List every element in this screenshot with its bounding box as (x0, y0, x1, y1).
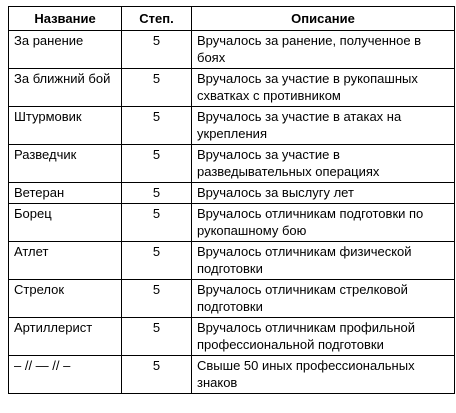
table-row (9, 356, 455, 394)
cell-name: Стрелок (9, 280, 122, 318)
awards-table (8, 6, 455, 394)
cell-description: Вручалось за участие в рукопашных схватках с противником (192, 69, 455, 107)
cell-degree: 5 (122, 356, 192, 394)
table-row (9, 318, 455, 356)
cell-name: Разведчик (9, 145, 122, 183)
table-row (9, 107, 455, 145)
cell-degree: 5 (122, 183, 192, 204)
cell-name: Атлет (9, 242, 122, 280)
cell-name: Артиллерист (9, 318, 122, 356)
table-row (9, 145, 455, 183)
cell-description: Свыше 50 иных профессиональных знаков (192, 356, 455, 394)
cell-name: За ближний бой (9, 69, 122, 107)
table-row (9, 183, 455, 204)
table-row (9, 242, 455, 280)
table-row (9, 69, 455, 107)
cell-degree: 5 (122, 204, 192, 242)
cell-description: Вручалось за выслугу лет (192, 183, 455, 204)
cell-description: Вручалось отличникам профильной профессиональной подготовки (192, 318, 455, 356)
cell-name: За ранение (9, 31, 122, 69)
cell-name: – // — // – (9, 356, 122, 394)
cell-degree: 5 (122, 318, 192, 356)
table-row (9, 280, 455, 318)
header-degree: Степ. (122, 7, 192, 31)
cell-degree: 5 (122, 31, 192, 69)
header-name: Название (9, 7, 122, 31)
cell-name: Ветеран (9, 183, 122, 204)
cell-description: Вручалось отличникам физической подготовки (192, 242, 455, 280)
cell-degree: 5 (122, 107, 192, 145)
cell-description: Вручалось за участие в атаках на укрепления (192, 107, 455, 145)
cell-description: Вручалось за ранение, полученное в боях (192, 31, 455, 69)
header-row (9, 7, 455, 31)
cell-description: Вручалось отличникам подготовки по рукопашному бою (192, 204, 455, 242)
cell-description: Вручалось за участие в разведывательных операциях (192, 145, 455, 183)
table-row (9, 31, 455, 69)
cell-description: Вручалось отличникам стрелковой подготовки (192, 280, 455, 318)
cell-degree: 5 (122, 145, 192, 183)
cell-degree: 5 (122, 280, 192, 318)
cell-degree: 5 (122, 242, 192, 280)
cell-name: Борец (9, 204, 122, 242)
cell-degree: 5 (122, 69, 192, 107)
header-description: Описание (192, 7, 455, 31)
table-row (9, 204, 455, 242)
cell-name: Штурмовик (9, 107, 122, 145)
